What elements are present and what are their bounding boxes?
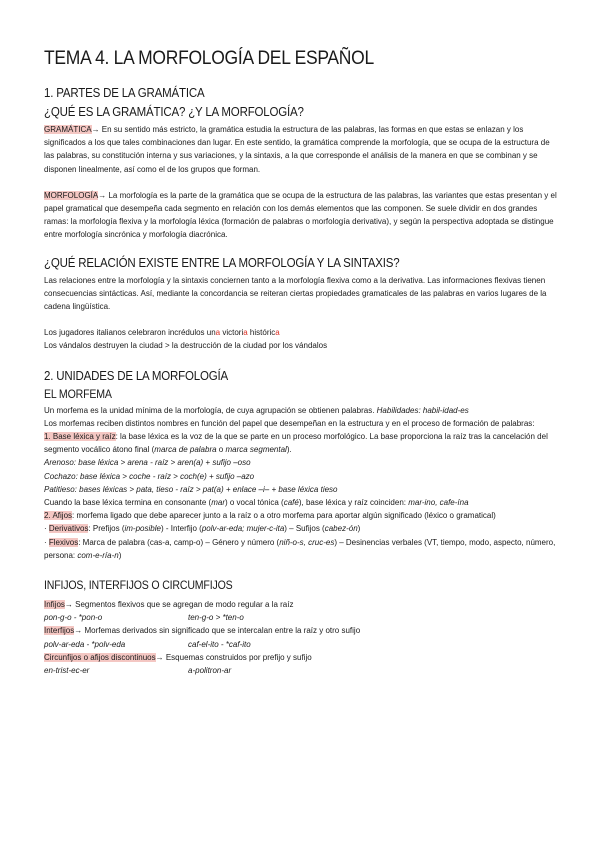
infijos-item: Infijos→ Segmentos flexivos que se agregan de modo regular a la raíz bbox=[44, 600, 294, 610]
section-1-heading: 1. PARTES DE LA GRAMÁTICA bbox=[44, 86, 205, 100]
afijos-item: 2. Afijos: morfema ligado que debe aparecer junto a la raíz o a otro morfema para aportar algún significado (léxico o gramatical) bbox=[44, 511, 496, 521]
morpheme-subheading: EL MORFEMA bbox=[44, 388, 112, 401]
relation-paragraph: Las relaciones entre la morfología y la sintaxis conciernen tanto a la morfología flexiva como a la derivativa. Las informaciones flexivas tienen consecuencias sintácticas. Así, mediante la concordancia se reiteran ciertas propiedades gramaticales de las palabras en varios lugares de la cadena lingüística. bbox=[44, 275, 547, 312]
base-root-coincide: Cuando la base léxica termina en consonante (mar) o vocal tónica (café), base léxica y raíz coinciden: mar-ino, cafe-ína bbox=[44, 498, 469, 508]
example-cochazo: Cochazo: base léxica > coche - raíz > coch(e) + sufijo –azo bbox=[44, 471, 255, 481]
circunfijos-item: Circunfijos o afijos discontinuos→ Esquemas construidos por prefijo y sufijo bbox=[44, 652, 312, 662]
example-nominalization: Los vándalos destruyen la ciudad > la destrucción de la ciudad por los vándalos bbox=[44, 341, 328, 351]
interfijos-examples: polv-ar-eda - *polv-eda caf-el-ito - *caf-ito bbox=[44, 639, 251, 649]
flexivos-item: · Flexivos: Marca de palabra (cas-a, camp-o) – Género y número (niñ-o-s, cruc-es) – Desinencias verbales (VT, tiempo, modo, aspecto, número, persona: com-e-ría-n) bbox=[44, 537, 556, 560]
morphology-paragraph bbox=[44, 189, 558, 242]
morpheme-types-intro: Los morfemas reciben distintos nombres en función del papel que desempeñan en la estructura y en el proceso de formación de palabras: bbox=[44, 418, 535, 428]
question-grammar-heading: ¿QUÉ ES LA GRAMÁTICA? ¿Y LA MORFOLOGÍA? bbox=[44, 105, 304, 119]
infixes-heading: INFIJOS, INTERFIJOS O CIRCUMFIJOS bbox=[44, 580, 233, 593]
circunfijos-examples: en-trist-ec-er a-politron-ar bbox=[44, 666, 232, 676]
grammar-definition: → En su sentido más estricto, la gramática estudia la estructura de las palabras, las formas en que estas se enlazan y los significados a los que tales combinaciones dan lugar. En este sentido, la gramática comprende la morfología, que se ocupa de la estructura de las palabras, su constitución interna y sus variaciones, y la sintaxis, a la que corresponde el análisis de la manera en que se combinan y se disponen linealmente, así como el de los grupos que forman. bbox=[44, 125, 550, 174]
infijos-examples: pon-g-o - *pon-o ten-g-o > *ten-o bbox=[44, 613, 244, 623]
page-title: TEMA 4. LA MORFOLOGÍA DEL ESPAÑOL bbox=[44, 48, 374, 69]
section-2-heading: 2. UNIDADES DE LA MORFOLOGÍA bbox=[44, 368, 229, 383]
question-relation-heading: ¿QUÉ RELACIÓN EXISTE ENTRE LA MORFOLOGÍA Y LA SINTAXIS? bbox=[44, 255, 400, 270]
example-arenoso: Arenoso: base léxica > arena - raíz > aren(a) + sufijo –oso bbox=[44, 458, 251, 468]
derivativos-item: · Derivativos: Prefijos (im-posible) - Interfijo (polv-ar-eda; mujer-c-ita) – Sufijos (cabez-ón) bbox=[44, 524, 361, 534]
morphology-term: MORFOLOGÍA bbox=[44, 190, 99, 200]
example-patitieso: Patitieso: bases léxicas > pata, tieso - raíz > pat(a) + enlace –i– + base léxica tieso bbox=[44, 484, 338, 494]
example-agreement: Los jugadores italianos celebraron incrédulos una victoria histórica bbox=[44, 328, 280, 338]
morphology-definition: → La morfología es la parte de la gramática que se ocupa de la estructura de las palabras, las variantes que estas presentan y el papel gramatical que desempeña cada segmento en relación con los demás elementos que las componen. Se suele dividir en dos grandes ramas: la morfología flexiva y la morfología léxica (formación de palabras o morfología derivativa), y según la perspectiva adoptada se distingue entre morfología sincrónica y morfología diacrónica. bbox=[44, 190, 557, 240]
grammar-term: GRAMÁTICA bbox=[44, 125, 92, 134]
morpheme-definition: Un morfema es la unidad mínima de la morfología, de cuya agrupación se obtienen palabras. Habilidades: habil-idad-es bbox=[44, 405, 469, 415]
grammar-paragraph bbox=[44, 123, 558, 176]
interfijos-item: Interfijos→ Morfemas derivados sin significado que se intercalan entre la raíz y otro sufijo bbox=[44, 626, 361, 636]
base-lexica-item: 1. Base léxica y raíz: la base léxica es la voz de la que se parte en un proceso morfológico. La base proporciona la raíz tras la cancelación del segmento vocálico átono final (marca de palabra o marca segmental). bbox=[44, 432, 548, 455]
